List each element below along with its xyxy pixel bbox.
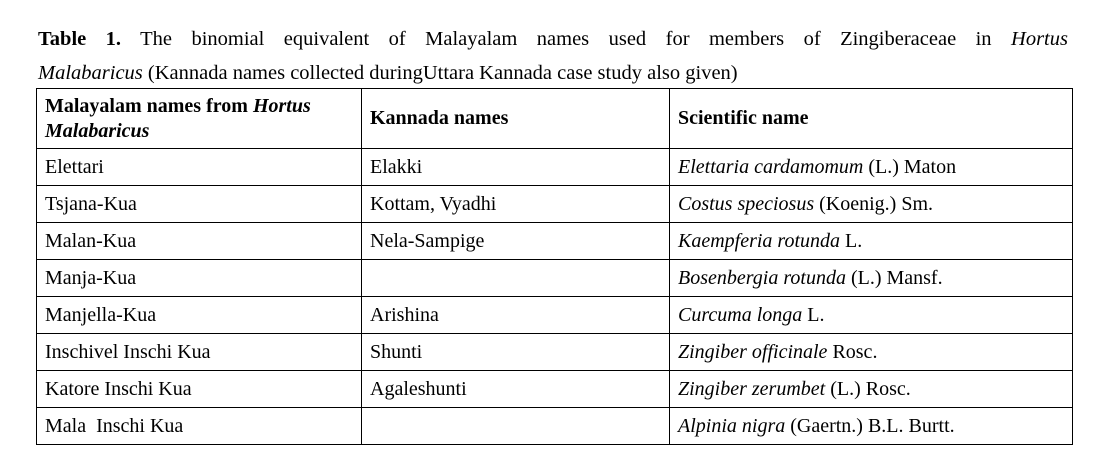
cell-kannada: Nela-Sampige (362, 223, 670, 260)
scientific-author: L. (840, 229, 863, 252)
scientific-binomial: Curcuma longa (678, 303, 803, 326)
scientific-author: (L.) Maton (863, 155, 957, 178)
table-row (37, 408, 1073, 445)
scientific-author: L. (802, 303, 825, 326)
table-row (37, 186, 1073, 223)
caption-line-1 (38, 22, 1068, 56)
cell-scientific (670, 260, 1073, 297)
scientific-binomial: Zingiber officinale (678, 340, 828, 363)
table-body (37, 149, 1073, 445)
scientific-binomial: Bosenbergia rotunda (678, 266, 846, 289)
scientific-binomial: Alpinia nigra (678, 414, 786, 437)
cell-scientific (670, 149, 1073, 186)
cell-scientific (670, 223, 1073, 260)
cell-kannada: Agaleshunti (362, 371, 670, 408)
cell-malayalam: Malan-Kua (37, 223, 362, 260)
table-row (37, 371, 1073, 408)
table-header-row (37, 89, 1073, 149)
table-row (37, 334, 1073, 371)
table-row (37, 223, 1073, 260)
cell-malayalam: Elettari (37, 149, 362, 186)
cell-malayalam: Manjella-Kua (37, 297, 362, 334)
table-row (37, 149, 1073, 186)
caption-label: Table 1. (38, 28, 122, 50)
cell-malayalam: Tsjana-Kua (37, 186, 362, 223)
caption-text: The binomial equivalent of Malayalam names used for members of Zingiberaceae in (140, 28, 992, 50)
scientific-binomial: Costus speciosus (678, 192, 815, 215)
cell-kannada: Elakki (362, 149, 670, 186)
caption-italic-malabaricus: Malabaricus (38, 62, 143, 84)
header-malayalam: Malayalam names from Hortus Malabaricus (37, 89, 362, 149)
cell-scientific (670, 408, 1073, 445)
scientific-author: (L.) Mansf. (845, 266, 943, 289)
cell-scientific (670, 371, 1073, 408)
cell-scientific (670, 334, 1073, 371)
cell-malayalam: Katore Inschi Kua (37, 371, 362, 408)
scientific-author: (Gaertn.) B.L. Burtt. (785, 414, 955, 437)
cell-malayalam: Mala Inschi Kua (37, 408, 362, 445)
cell-kannada: Arishina (362, 297, 670, 334)
cell-kannada: Kottam, Vyadhi (362, 186, 670, 223)
scientific-binomial: Elettaria cardamomum (678, 155, 864, 178)
scientific-author: (L.) Rosc. (825, 377, 911, 400)
cell-scientific (670, 297, 1073, 334)
caption-note: (Kannada names collected duringUttara Kannada case study also given) (147, 62, 738, 84)
scientific-author: Rosc. (827, 340, 878, 363)
cell-malayalam: Inschivel Inschi Kua (37, 334, 362, 371)
table-row (37, 297, 1073, 334)
caption-italic-hortus: Hortus (1011, 28, 1068, 50)
cell-scientific (670, 186, 1073, 223)
header-kannada: Kannada names (362, 89, 670, 149)
cell-kannada (362, 408, 670, 445)
cell-kannada: Shunti (362, 334, 670, 371)
scientific-binomial: Zingiber zerumbet (678, 377, 826, 400)
caption-line-2 (38, 56, 1068, 90)
cell-kannada (362, 260, 670, 297)
table-row (37, 260, 1073, 297)
scientific-binomial: Kaempferia rotunda (678, 229, 841, 252)
names-table (36, 88, 1073, 445)
table-caption (38, 22, 1068, 90)
header-scientific: Scientific name (670, 89, 1073, 149)
cell-malayalam: Manja-Kua (37, 260, 362, 297)
scientific-author: (Koenig.) Sm. (814, 192, 934, 215)
